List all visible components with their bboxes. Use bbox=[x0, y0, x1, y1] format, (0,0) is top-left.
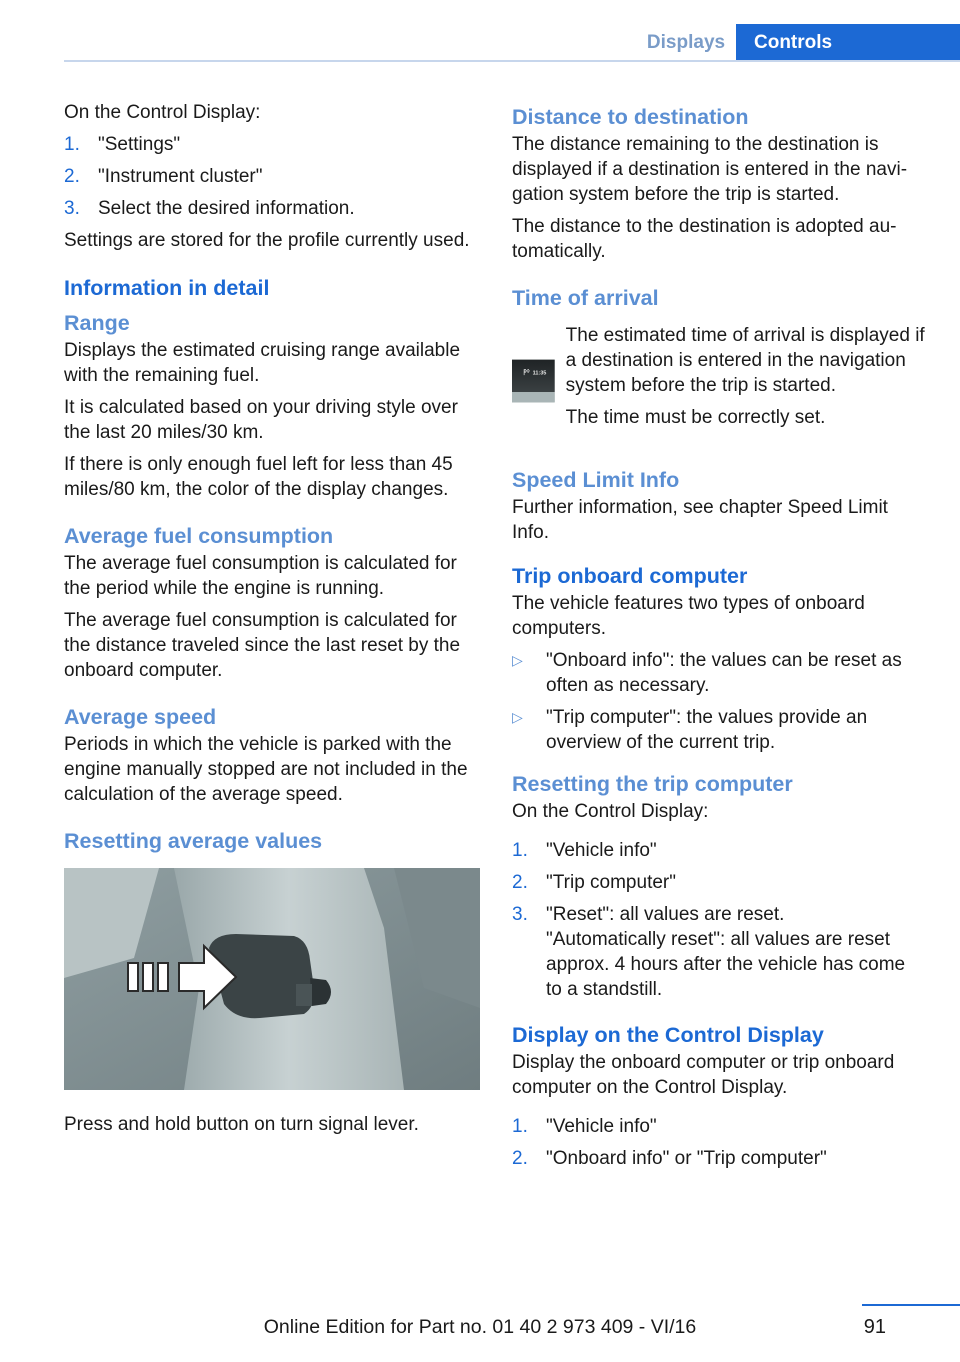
step-text: "Trip computer" bbox=[546, 872, 676, 893]
trip-bullets-list bbox=[512, 648, 926, 755]
step-text: "Reset": all values are reset. bbox=[546, 904, 785, 925]
reset-avg-caption: Press and hold button on turn signal lever. bbox=[64, 1114, 419, 1135]
step-number: 1. bbox=[512, 840, 528, 861]
distance-paragraph: The distance remaining to the destination is displayed if a destination is entered in the navigation system before the trip is started. bbox=[512, 134, 908, 205]
left-column bbox=[64, 100, 482, 1144]
intro-text: On the Control Display: bbox=[64, 102, 261, 123]
list-item bbox=[512, 902, 926, 927]
list-item bbox=[512, 1114, 926, 1139]
range-heading: Range bbox=[64, 311, 130, 335]
list-item bbox=[512, 648, 926, 698]
arrival-heading: Time of arrival bbox=[512, 286, 659, 310]
tab-displays[interactable]: Displays bbox=[646, 32, 726, 53]
step-number: 2. bbox=[512, 872, 528, 893]
list-item bbox=[512, 705, 926, 755]
turn-signal-lever-illustration bbox=[64, 868, 480, 1090]
trip-computer-heading: Trip onboard computer bbox=[512, 564, 748, 588]
list-item bbox=[64, 132, 482, 157]
step-text: "Instrument cluster" bbox=[98, 166, 263, 187]
footer-edition: Online Edition for Part no. 01 40 2 973 409 - VI/16 bbox=[263, 1316, 697, 1338]
reset-trip-heading: Resetting the trip computer bbox=[512, 772, 793, 796]
footer-divider bbox=[862, 1304, 960, 1306]
step-text: Select the desired information. bbox=[98, 198, 355, 219]
speed-limit-heading: Speed Limit Info bbox=[512, 468, 680, 492]
reset-steps-list bbox=[512, 838, 926, 927]
range-paragraph: Displays the estimated cruising range available with the remaining fuel. bbox=[64, 340, 461, 386]
step-number: 3. bbox=[64, 198, 80, 219]
step-text: "Settings" bbox=[98, 134, 181, 155]
avg-fuel-paragraph: The average fuel consumption is calculated for the distance traveled since the last reset by the onboard computer. bbox=[64, 610, 461, 681]
settings-steps-list bbox=[64, 132, 482, 221]
range-paragraph: If there is only enough fuel left for less than 45 miles/80 km, the color of the display changes. bbox=[64, 454, 453, 500]
arrival-block bbox=[512, 323, 926, 439]
step-number: 2. bbox=[512, 1148, 528, 1169]
right-column bbox=[512, 100, 926, 1178]
step-text: "Vehicle info" bbox=[546, 840, 657, 861]
tab-controls[interactable]: Controls bbox=[736, 24, 960, 62]
header-tabs bbox=[636, 24, 960, 62]
display-steps-list bbox=[512, 1114, 926, 1171]
reset-auto-text: "Automatically reset": all values are reset approx. 4 hours after the vehicle has come to a standstill. bbox=[546, 929, 906, 1000]
triangle-bullet-icon: ▷ bbox=[512, 652, 523, 668]
reset-avg-heading: Resetting average values bbox=[64, 829, 323, 853]
range-paragraph: It is calculated based on your driving style over the last 20 miles/30 km. bbox=[64, 397, 458, 443]
list-item bbox=[64, 164, 482, 189]
speed-limit-paragraph: Further information, see chapter Speed Limit Info. bbox=[512, 497, 888, 543]
step-text: "Vehicle info" bbox=[546, 1116, 657, 1137]
display-control-heading: Display on the Control Display bbox=[512, 1023, 824, 1047]
info-detail-heading: Information in detail bbox=[64, 276, 270, 300]
step-number: 1. bbox=[64, 134, 80, 155]
avg-fuel-paragraph: The average fuel consumption is calculated for the period while the engine is running. bbox=[64, 553, 457, 599]
avg-fuel-heading: Average fuel consumption bbox=[64, 524, 334, 548]
avg-speed-heading: Average speed bbox=[64, 705, 217, 729]
step-number: 1. bbox=[512, 1116, 528, 1137]
arrival-paragraph: The time must be correctly set. bbox=[565, 407, 826, 428]
triangle-bullet-icon: ▷ bbox=[512, 709, 523, 725]
reset-trip-intro: On the Control Display: bbox=[512, 801, 709, 822]
list-item bbox=[512, 870, 926, 895]
avg-speed-paragraph: Periods in which the vehicle is parked with the engine manually stopped are not included in the calculation of the average speed. bbox=[64, 734, 468, 805]
step-number: 3. bbox=[512, 904, 528, 925]
arrival-text bbox=[555, 323, 926, 437]
settings-stored-text: Settings are stored for the profile currently used. bbox=[64, 230, 470, 251]
bullet-text: "Onboard info": the values can be reset as often as necessary. bbox=[546, 650, 902, 696]
trip-computer-paragraph: The vehicle features two types of onboard computers. bbox=[512, 593, 865, 639]
arrival-time-display-illustration bbox=[512, 323, 555, 439]
header-divider bbox=[64, 60, 960, 62]
arrival-time-value: 11:35 bbox=[532, 370, 547, 377]
bullet-text: "Trip computer": the values provide an overview of the current trip. bbox=[546, 707, 868, 753]
page-number: 91 bbox=[863, 1316, 886, 1338]
list-item bbox=[512, 1146, 926, 1171]
list-item bbox=[512, 838, 926, 863]
display-control-paragraph: Display the onboard computer or trip onboard computer on the Control Display. bbox=[512, 1052, 895, 1098]
step-text: "Onboard info" or "Trip computer" bbox=[546, 1148, 827, 1169]
step-number: 2. bbox=[64, 166, 80, 187]
distance-heading: Distance to destination bbox=[512, 105, 749, 129]
list-item bbox=[64, 196, 482, 221]
arrival-paragraph: The estimated time of arrival is displayed if a destination is entered in the navigation system before the trip is started. bbox=[565, 325, 925, 396]
distance-paragraph: The distance to the destination is adopted automatically. bbox=[512, 216, 897, 262]
